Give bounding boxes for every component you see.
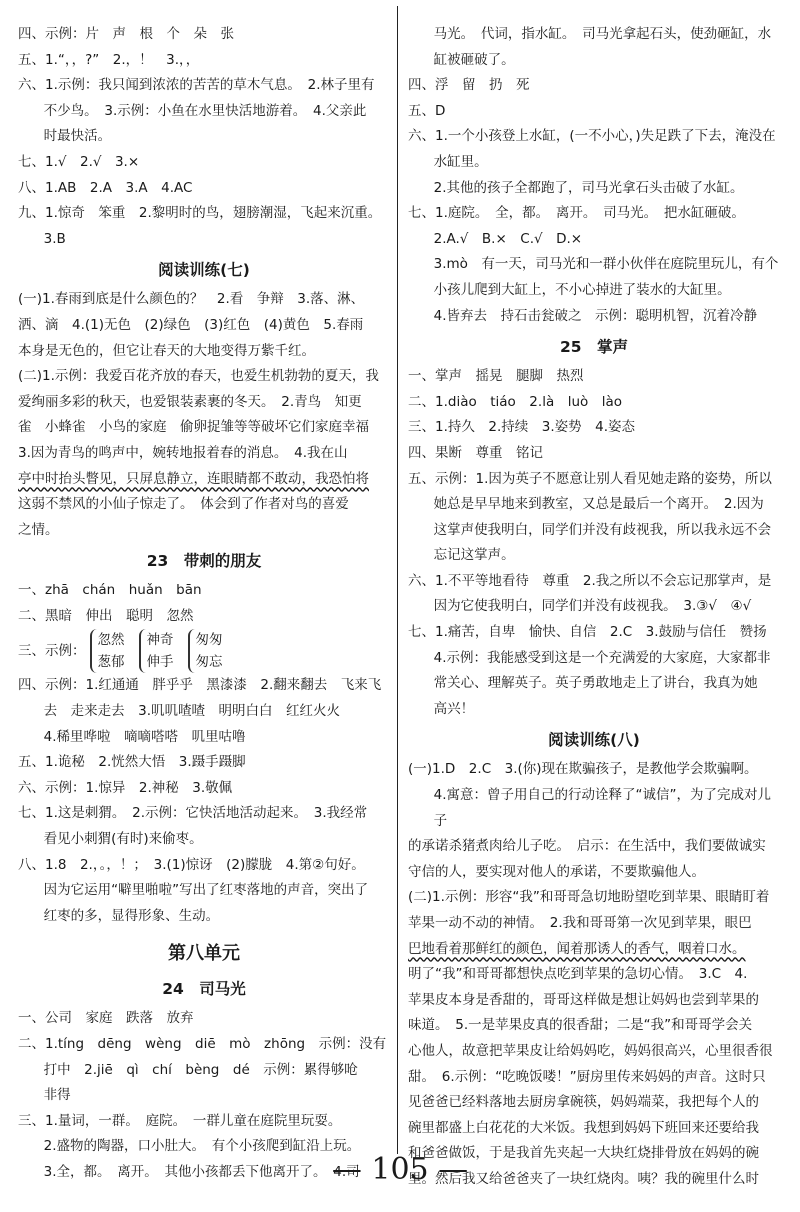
answer-line: 小孩儿爬到大缸上，不小心掉进了装水的大缸里。 — [433, 281, 731, 298]
section-heading: 24 司马光 — [162, 980, 246, 999]
answer-line: 3.因为青鸟的鸣声中，婉转地报着春的消息。 4.我在山 — [18, 444, 348, 461]
answer-line: 甜。 6.示例：“吃晚饭喽！”厨房里传来妈妈的声音。这时只 — [408, 1068, 766, 1085]
answer-line: 3.全，都。 离开。 其他小孩都丢下他离开了。 4.司 — [43, 1163, 360, 1180]
answer-line: 三、1.持久 2.持续 3.姿势 4.姿态 — [408, 419, 636, 436]
answer-line: (一)1.春雨到底是什么颜色的？ 2.看 争辩 3.落、淋、 — [18, 291, 365, 308]
page-number: — 105 — — [331, 1152, 469, 1187]
answer-line: 九、1.惊奇 笨重 2.黎明时的鸟，翅膀潮湿，飞起来沉重。 — [18, 205, 382, 222]
answer-line: 看见小刺猬(有时)来偷枣。 — [43, 831, 203, 848]
answer-line: 她总是早早地来到教室，又总是最后一个离开。 2.因为 — [433, 496, 764, 513]
answer-line: 2.盛物的陶器，口小肚大。 有个小孩爬到缸沿上玩。 — [43, 1138, 361, 1155]
answer-line: 二、黑暗 伸出 聪明 忽然 — [18, 607, 194, 624]
answer-line: 四、浮 留 扔 死 — [408, 77, 530, 94]
answer-line: 马光。 代词，指水缸。 司马光拿起石头，使劲砸缸，水 — [433, 26, 772, 42]
answer-line: (一)1.D 2.C 3.(你)现在欺骗孩子，是教他学会欺骗啊。 — [408, 761, 758, 778]
answer-line: 五、D — [408, 102, 446, 119]
answer-line: 六、1.示例：我只闻到浓浓的苦苦的草木气息。 2.林子里有 — [18, 77, 375, 94]
answer-line: 二、1.diào tiáo 2.là luò lào — [408, 393, 623, 410]
answer-line: 雀 小蜂雀 小鸟的家庭 偷卵捉雏等等破坏它们家庭幸福 — [18, 419, 369, 436]
left-column — [18, 22, 390, 1186]
answer-line: (二)1.示例：我爱百花齐放的春天，也爱生机勃勃的夏天，我 — [18, 368, 379, 385]
brace-group — [90, 629, 135, 673]
answer-line: 时最快活。 — [43, 128, 112, 145]
answer-line: (二)1.示例：形容“我”和哥哥急切地盼望吃到苹果、眼睛盯着 — [408, 889, 770, 906]
answer-line: 四、示例：1.红通通 胖乎乎 黑漆漆 2.翻来翻去 飞来飞 — [18, 677, 382, 694]
answer-line: 五、1.“，，?” 2.，！ 3.，， — [18, 51, 200, 68]
section-heading: 23 带刺的朋友 — [146, 552, 262, 571]
answer-line: 六、1.不平等地看待 尊重 2.我之所以不会忘记那掌声，是 — [408, 572, 772, 589]
answer-line: 八、1.AB 2.A 3.A 4.AC — [18, 179, 193, 196]
answer-line: 4.寓意：曾子用自己的行动诠释了“诚信”，为了完成对儿子 — [433, 787, 772, 829]
answer-line: 洒、滴 4.(1)无色 (2)绿色 (3)红色 (4)黄色 5.春雨 — [18, 316, 364, 333]
brace-word: 葱郁 — [97, 654, 125, 671]
answer-line: 五、1.诡秘 2.恍然大悟 3.蹑手蹑脚 — [18, 754, 246, 771]
brace-word: 匆匆 — [195, 632, 223, 649]
answer-line: 常关心、理解英子。英子勇敢地走上了讲台，我真为她 — [433, 675, 758, 692]
answer-line: 因为它运用“噼里啪啦”写出了红枣落地的声音，突出了 — [43, 882, 369, 899]
answer-line: 忘记这掌声。 — [433, 547, 515, 564]
answer-line: 亭中时抬头瞥见，只屏息静立，连眼睛都不敢动，我恐怕将 — [18, 470, 369, 487]
answer-line: 守信的人，要实现对他人的承诺，不要欺骗他人。 — [408, 863, 705, 880]
section-heading: 阅读训练(八) — [548, 731, 640, 750]
answer-line: 3.B — [43, 230, 66, 247]
answer-line: 六、1.一个小孩登上水缸，(一不小心，)失足跌了下去，淹没在 — [408, 128, 776, 145]
answer-line: 见爸爸已经料落地去厨房拿碗筷，妈妈端菜，我把每个人的 — [408, 1094, 759, 1111]
brace-word: 忽然 — [97, 632, 125, 649]
answer-line: 红枣的多，显得形象、生动。 — [43, 907, 220, 924]
brace-label: 三、示例： — [18, 642, 86, 659]
answer-line: 七、1.这是刺猬。 2.示例：它快活地活动起来。 3.我经常 — [18, 805, 368, 822]
column-divider — [397, 6, 398, 1154]
answer-line: 打中 2.jiē qì chí bèng dé 示例：累得够呛 — [43, 1061, 358, 1078]
answer-line: 七、1.√ 2.√ 3.× — [18, 153, 140, 170]
answer-line: 五、示例：1.因为英子不愿意让别人看见她走路的姿势，所以 — [408, 470, 772, 487]
answer-line: 这掌声使我明白，同学们并没有歧视我，所以我永远不会 — [433, 521, 772, 538]
answer-line: 七、1.庭院。 全，都。 离开。 司马光。 把水缸砸破。 — [408, 205, 745, 222]
brace-group — [188, 629, 233, 673]
answer-line: 4.稀里哗啦 嘀嘀嗒嗒 叽里咕噜 — [43, 728, 246, 745]
answer-line: 这弱不禁风的小仙子惊走了。 体会到了作者对鸟的喜爱 — [18, 496, 349, 513]
answer-line: 里。然后我又给爸爸夹了一块红烧肉。咦？我的碗里什么时 — [408, 1170, 759, 1187]
answer-line: 3.mò 有一天，司马光和一群小伙伴在庭院里玩儿，有个 — [433, 256, 779, 273]
brace-answer-block — [18, 629, 390, 673]
answer-line: 4.皆弃去 持石击瓮破之 示例：聪明机智，沉着冷静 — [433, 307, 758, 324]
answer-line: 一、zhā chán huǎn bān — [18, 582, 202, 599]
answer-line: 4.示例：我能感受到这是一个充满爱的大家庭，大家都非 — [433, 649, 771, 666]
brace-word: 神奇 — [146, 632, 174, 649]
answer-line: 一、掌声 摇晃 腿脚 热烈 — [408, 368, 584, 385]
answer-line: 爱绚丽多彩的秋天，也爱银装素裹的冬天。 2.青鸟 知更 — [18, 393, 362, 410]
answer-line: 八、1.8 2.，。，！； 3.(1)惊讶 (2)朦胧 4.第②句好。 — [18, 856, 365, 873]
answer-line: 2.A.√ B.× C.√ D.× — [433, 230, 583, 247]
brace-word: 伸手 — [146, 654, 174, 671]
answer-line: 巴地看着那鲜红的颜色，闻着那诱人的香气，咽着口水。 — [408, 940, 746, 957]
answer-line: 明了“我”和哥哥都想快点吃到苹果的急切心情。 3.C 4. — [408, 966, 748, 983]
answer-line: 四、示例：片 声 根 个 朵 张 — [18, 26, 234, 42]
section-heading: 阅读训练(七) — [158, 261, 250, 280]
section-heading: 25 掌声 — [559, 338, 629, 357]
right-column — [408, 22, 780, 1193]
brace-group — [139, 629, 184, 673]
answer-line: 和爸爸做饭，于是我首先夹起一大块红烧排骨放在妈妈的碗 — [408, 1145, 759, 1162]
answer-line: 水缸里。 — [433, 153, 488, 170]
answer-line: 六、示例：1.惊异 2.神秘 3.敬佩 — [18, 779, 233, 796]
answer-line: 一、公司 家庭 跌落 放弃 — [18, 1010, 194, 1027]
answer-line: 七、1.痛苦，自卑 愉快、自信 2.C 3.鼓励与信任 赞扬 — [408, 624, 767, 641]
unit-heading: 第八单元 — [168, 943, 240, 965]
answer-line: 高兴！ — [433, 700, 475, 717]
answer-line: 四、果断 尊重 铭记 — [408, 444, 543, 461]
brace-word: 匆忘 — [195, 654, 223, 671]
answer-line: 之情。 — [18, 521, 59, 538]
answer-line: 苹果一动不动的神情。 2.我和哥哥第一次见到苹果，眼巴 — [408, 915, 752, 931]
answer-line: 的承诺杀猪煮肉给儿子吃。 启示：在生活中，我们要做诚实 — [408, 838, 766, 855]
answer-line: 碗里都盛上白花花的大米饭。我想到妈妈下班回来还要给我 — [408, 1119, 759, 1136]
answer-line: 非得 — [43, 1087, 71, 1104]
answer-line: 因为它使我明白，同学们并没有歧视我。 3.③√ ④√ — [433, 598, 752, 615]
answer-line: 本身是无色的，但它让春天的大地变得万紫千红。 — [18, 342, 315, 359]
answer-line: 缸被砸破了。 — [433, 51, 515, 68]
answer-line: 味道。 5.一是苹果皮真的很香甜；二是“我”和哥哥学会关 — [408, 1017, 753, 1034]
answer-line: 二、1.tíng dēng wèng diē mò zhōng 示例：没有 — [18, 1036, 387, 1052]
answer-line: 2.其他的孩子全都跑了，司马光拿石头击破了水缸。 — [433, 179, 744, 196]
answer-line: 去 走来走去 3.叽叽喳喳 明明白白 红红火火 — [43, 703, 341, 720]
answer-line: 心他人，故意把苹果皮让给妈妈吃，妈妈很高兴，心里很香很 — [408, 1042, 773, 1059]
answer-line: 不少鸟。 3.示例：小鱼在水里快活地游着。 4.父亲此 — [43, 102, 367, 119]
answer-line: 苹果皮本身是香甜的，哥哥这样做是想让妈妈也尝到苹果的 — [408, 991, 759, 1008]
answer-line: 三、1.量词，一群。 庭院。 一群儿童在庭院里玩耍。 — [18, 1112, 342, 1129]
